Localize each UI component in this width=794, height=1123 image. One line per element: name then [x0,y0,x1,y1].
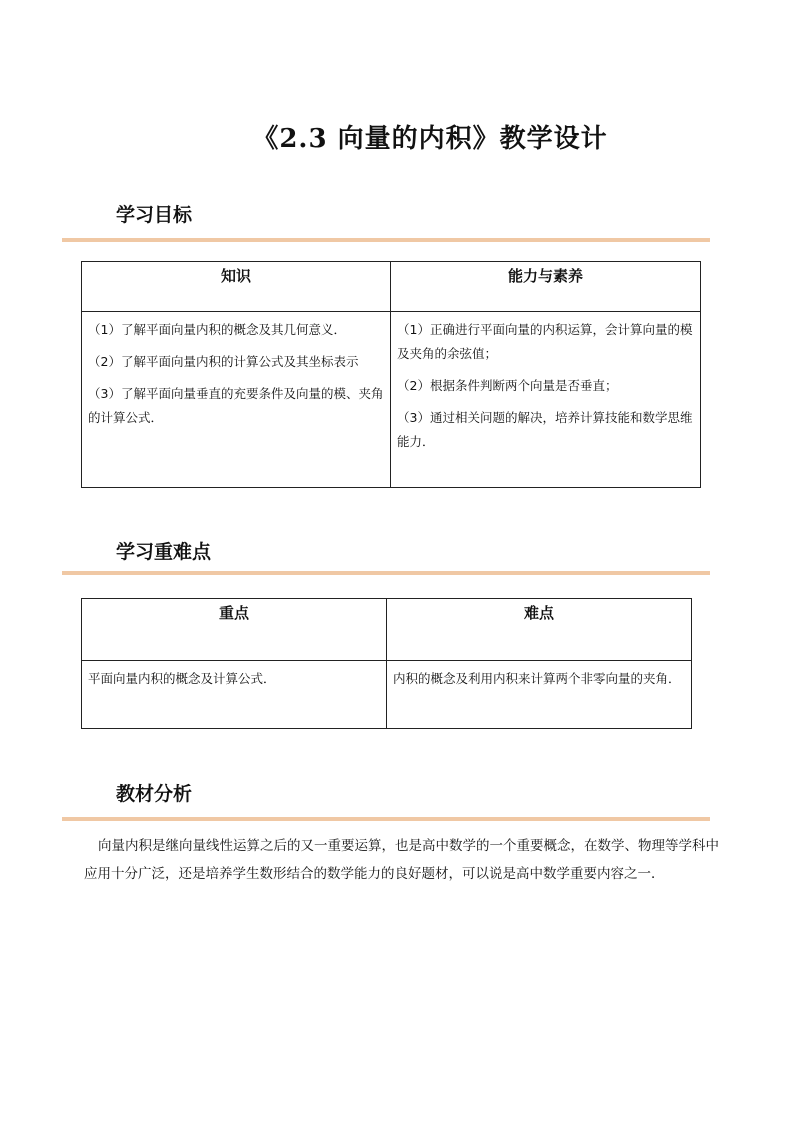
difficult-point-cell: 内积的概念及利用内积来计算两个非零向量的夹角． [387,661,692,729]
knowledge-item-1: （1）了解平面向量内积的概念及其几何意义． [88,322,346,337]
ability-cell [391,312,701,488]
section-heading-key-difficult-points: 学习重难点 [116,541,212,563]
knowledge-cell [82,312,391,488]
section-divider [62,571,710,575]
section-heading-textbook-analysis: 教材分析 [116,783,193,805]
textbook-analysis-paragraph [84,832,724,888]
paragraph-text: 向量内积是继向量线性运算之后的又一重要运算，也是高中数学的一个重要概念，在数学、物理等学科中应用十分广泛，还是培养学生数形结合的数学能力的良好题材，可以说是高中数学重要内容之一． [84,838,719,882]
section-heading-learning-objectives: 学习目标 [116,204,193,226]
key-point-cell: 平面向量内积的概念及计算公式． [82,661,387,729]
document-title: 《2.3 向量的内积》教学设计 [252,124,608,154]
section-divider [62,817,710,821]
key-difficult-points-table [81,598,692,729]
header-ability: 能力与素养 [391,262,701,312]
ability-item-1: （1）正确进行平面向量的内积运算，会计算向量的模及夹角的余弦值； [397,322,693,361]
header-key-point: 重点 [82,599,387,661]
ability-item-2: （2）根据条件判断两个向量是否垂直； [397,378,618,393]
section-divider [62,238,710,242]
header-knowledge: 知识 [82,262,391,312]
header-difficult-point: 难点 [387,599,692,661]
ability-item-3: （3）通过相关问题的解决，培养计算技能和数学思维能力． [397,410,693,449]
knowledge-item-2: （2）了解平面向量内积的计算公式及其坐标表示 [88,354,359,369]
knowledge-item-3: （3）了解平面向量垂直的充要条件及向量的模、夹角的计算公式． [88,386,384,425]
learning-objectives-table [81,261,701,488]
